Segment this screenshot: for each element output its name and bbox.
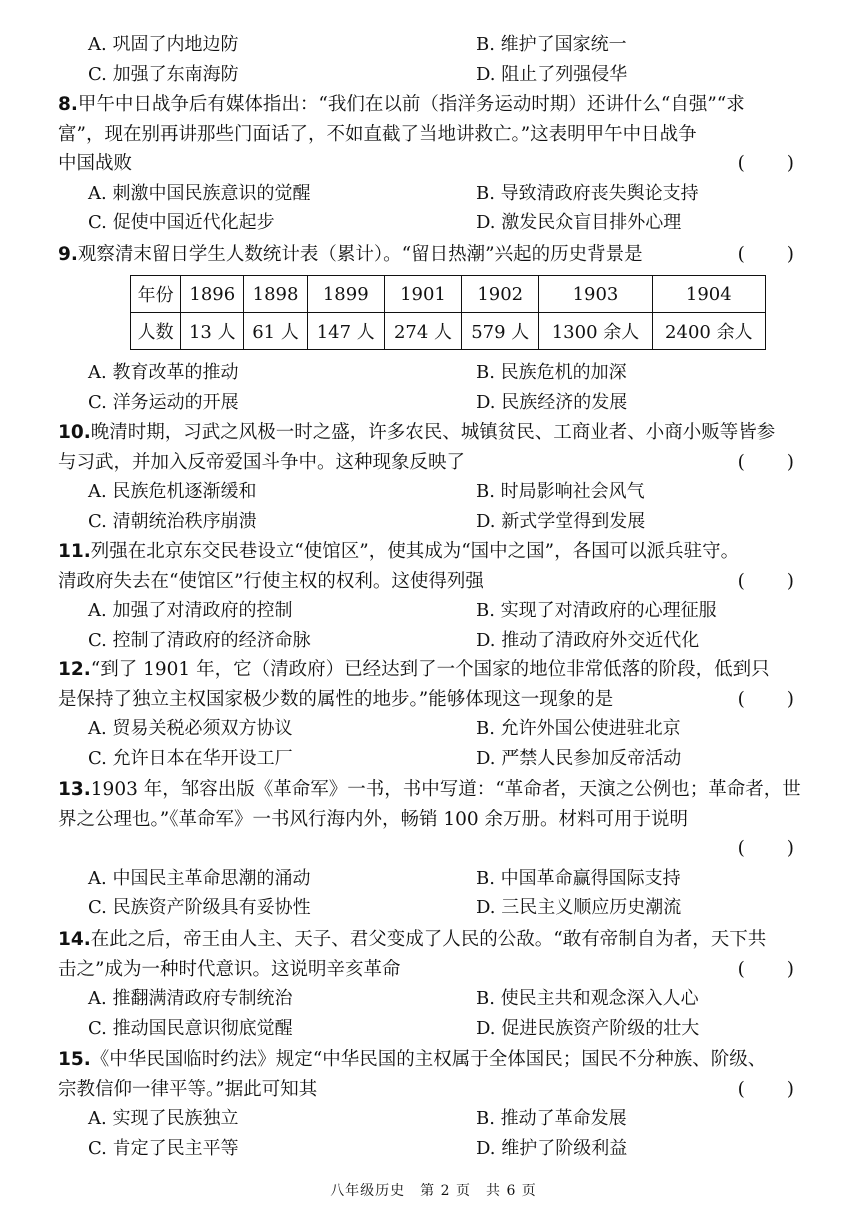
option-c[interactable]: C. 促使中国近代化起步: [88, 212, 275, 233]
table-cell: 人数: [131, 313, 181, 350]
question-9: [58, 240, 818, 270]
question-text: 列强在北京东交民巷设立“使馆区”，使其成为“国中之国”，各国可以派兵驻守。: [90, 541, 740, 562]
question-number: 14.: [58, 929, 91, 950]
table-cell: 1896: [181, 276, 244, 313]
student-count-table: [130, 275, 766, 350]
option-d[interactable]: D. 激发民众盲目排外心理: [476, 212, 682, 233]
table-cell: 61 人: [244, 313, 307, 350]
answer-blank[interactable]: ( ): [737, 1078, 812, 1100]
answer-blank[interactable]: ( ): [737, 451, 812, 473]
question-15: [58, 1045, 818, 1163]
table-cell: 1902: [462, 276, 539, 313]
table-cell: 年份: [131, 276, 181, 313]
option-b[interactable]: B. 民族危机的加深: [476, 362, 627, 383]
table-cell: 13 人: [181, 313, 244, 350]
option-b[interactable]: B. 实现了对清政府的心理征服: [476, 600, 717, 621]
option-d[interactable]: D. 维护了阶级利益: [476, 1137, 628, 1159]
option-a[interactable]: A. 实现了民族独立: [88, 1108, 239, 1129]
option-c[interactable]: C. 洋务运动的开展: [88, 391, 239, 413]
option-a[interactable]: A. 推翻满清政府专制统治: [88, 988, 293, 1009]
question-number: 13.: [58, 779, 91, 800]
question-number: 15.: [58, 1049, 91, 1070]
question-number: 10.: [58, 422, 91, 443]
question-text: 观察清末留日学生人数统计表（累计）。“留日热潮”兴起的历史背景是: [77, 244, 643, 265]
option-a[interactable]: A. 教育改革的推动: [88, 362, 239, 383]
question-number: 9.: [58, 244, 78, 265]
question-text: 中国战败: [58, 153, 133, 174]
option-b[interactable]: B. 中国革命赢得国际支持: [476, 867, 681, 889]
table-cell: 1898: [244, 276, 307, 313]
question-10: [58, 418, 818, 536]
table-cell: 2400 余人: [652, 313, 765, 350]
answer-blank[interactable]: ( ): [737, 570, 812, 592]
question-7-options: [58, 30, 818, 89]
table-cell: 1300 余人: [539, 313, 652, 350]
question-text: 晚清时期，习武之风极一时之盛，许多农民、城镇贫民、工商业者、小商小贩等皆参: [90, 422, 776, 443]
table-cell: 1904: [652, 276, 765, 313]
question-text: 是保持了独立主权国家极少数的属性的地步。”能够体现这一现象的是: [58, 688, 614, 710]
option-b[interactable]: B. 维护了国家统一: [476, 34, 627, 55]
question-text: 击之”成为一种时代意识。这说明辛亥革命: [58, 958, 401, 980]
option-d[interactable]: D. 推动了清政府外交近代化: [476, 629, 700, 651]
table-cell: 579 人: [462, 313, 539, 350]
table-cell: 274 人: [384, 313, 461, 350]
table-cell: 147 人: [307, 313, 384, 350]
option-c[interactable]: C. 推动国民意识彻底觉醒: [88, 1017, 293, 1039]
answer-blank[interactable]: ( ): [737, 958, 812, 980]
option-a[interactable]: A. 民族危机逐渐缓和: [88, 481, 257, 502]
option-c[interactable]: C. 民族资产阶级具有妥协性: [88, 897, 311, 918]
question-text: 《中华民国临时约法》规定“中华民国的主权属于全体国民；国民不分种族、阶级、: [90, 1049, 767, 1070]
question-number: 8.: [58, 94, 78, 115]
answer-blank[interactable]: ( ): [737, 153, 812, 174]
option-b[interactable]: B. 使民主共和观念深入人心: [476, 988, 699, 1009]
question-text: 1903 年，邹容出版《革命军》一书，书中写道：“革命者，天演之公例也；革命者，世: [90, 779, 801, 800]
question-text: 宗教信仰一律平等。”据此可知其: [58, 1078, 318, 1100]
table-cell: 1903: [539, 276, 652, 313]
question-text: 清政府失去在“使馆区”行使主权的权利。这使得列强: [58, 570, 484, 592]
table-header-row: [131, 276, 766, 313]
question-text: 界之公理也。”《革命军》一书风行海内外，畅销 100 余万册。材料可用于说明: [58, 808, 689, 830]
option-d[interactable]: D. 严禁人民参加反帝活动: [476, 747, 682, 769]
table-cell: 1899: [307, 276, 384, 313]
question-text: 与习武，并加入反帝爱国斗争中。这种现象反映了: [58, 451, 466, 473]
question-text: 富”，现在别再讲那些门面话了，不如直截了当地讲救亡。”这表明甲午中日战争: [58, 123, 697, 145]
question-11: [58, 537, 818, 655]
question-number: 12.: [58, 659, 91, 680]
question-14: [58, 925, 818, 1043]
option-d[interactable]: D. 新式学堂得到发展: [476, 510, 646, 532]
option-a[interactable]: A. 贸易关税必须双方协议: [88, 718, 293, 739]
question-text: 甲午中日战争后有媒体指出：“我们在以前（指洋务运动时期）还讲什么“自强”“求: [77, 94, 745, 115]
question-number: 11.: [58, 541, 91, 562]
question-text: 在此之后，帝王由人主、天子、君父变成了人民的公敌。“敢有帝制自为者，天下共: [90, 929, 767, 950]
question-text: “到了 1901 年，它（清政府）已经达到了一个国家的地位非常低落的阶段，低到只: [90, 659, 770, 680]
option-b[interactable]: B. 允许外国公使进驻北京: [476, 718, 681, 739]
option-c[interactable]: C. 允许日本在华开设工厂: [88, 747, 293, 769]
option-b[interactable]: B. 导致清政府丧失舆论支持: [476, 182, 699, 204]
question-9-options: [58, 358, 818, 417]
option-a[interactable]: A. 加强了对清政府的控制: [88, 600, 293, 621]
question-13: [58, 775, 818, 923]
option-c[interactable]: C. 肯定了民主平等: [88, 1137, 239, 1159]
answer-blank[interactable]: ( ): [737, 688, 812, 710]
question-8: [58, 90, 818, 238]
option-b[interactable]: B. 推动了革命发展: [476, 1108, 627, 1129]
page-footer: 八年级历史 第 2 页 共 6 页: [330, 1183, 537, 1199]
option-d[interactable]: D. 阻止了列强侵华: [476, 63, 628, 85]
option-c[interactable]: C. 控制了清政府的经济命脉: [88, 629, 311, 651]
table-cell: 1901: [384, 276, 461, 313]
option-d[interactable]: D. 三民主义顺应历史潮流: [476, 897, 682, 918]
option-c[interactable]: C. 加强了东南海防: [88, 63, 239, 85]
option-c[interactable]: C. 清朝统治秩序崩溃: [88, 510, 257, 532]
option-d[interactable]: D. 民族经济的发展: [476, 391, 628, 413]
option-d[interactable]: D. 促进民族资产阶级的壮大: [476, 1017, 700, 1039]
question-12: [58, 655, 818, 773]
table-row: [131, 313, 766, 350]
option-a[interactable]: A. 中国民主革命思潮的涌动: [88, 867, 311, 889]
option-a[interactable]: A. 巩固了内地边防: [88, 34, 239, 55]
option-a[interactable]: A. 刺激中国民族意识的觉醒: [88, 182, 311, 204]
answer-blank[interactable]: ( ): [737, 838, 812, 859]
answer-blank[interactable]: ( ): [737, 244, 812, 265]
option-b[interactable]: B. 时局影响社会风气: [476, 481, 645, 502]
